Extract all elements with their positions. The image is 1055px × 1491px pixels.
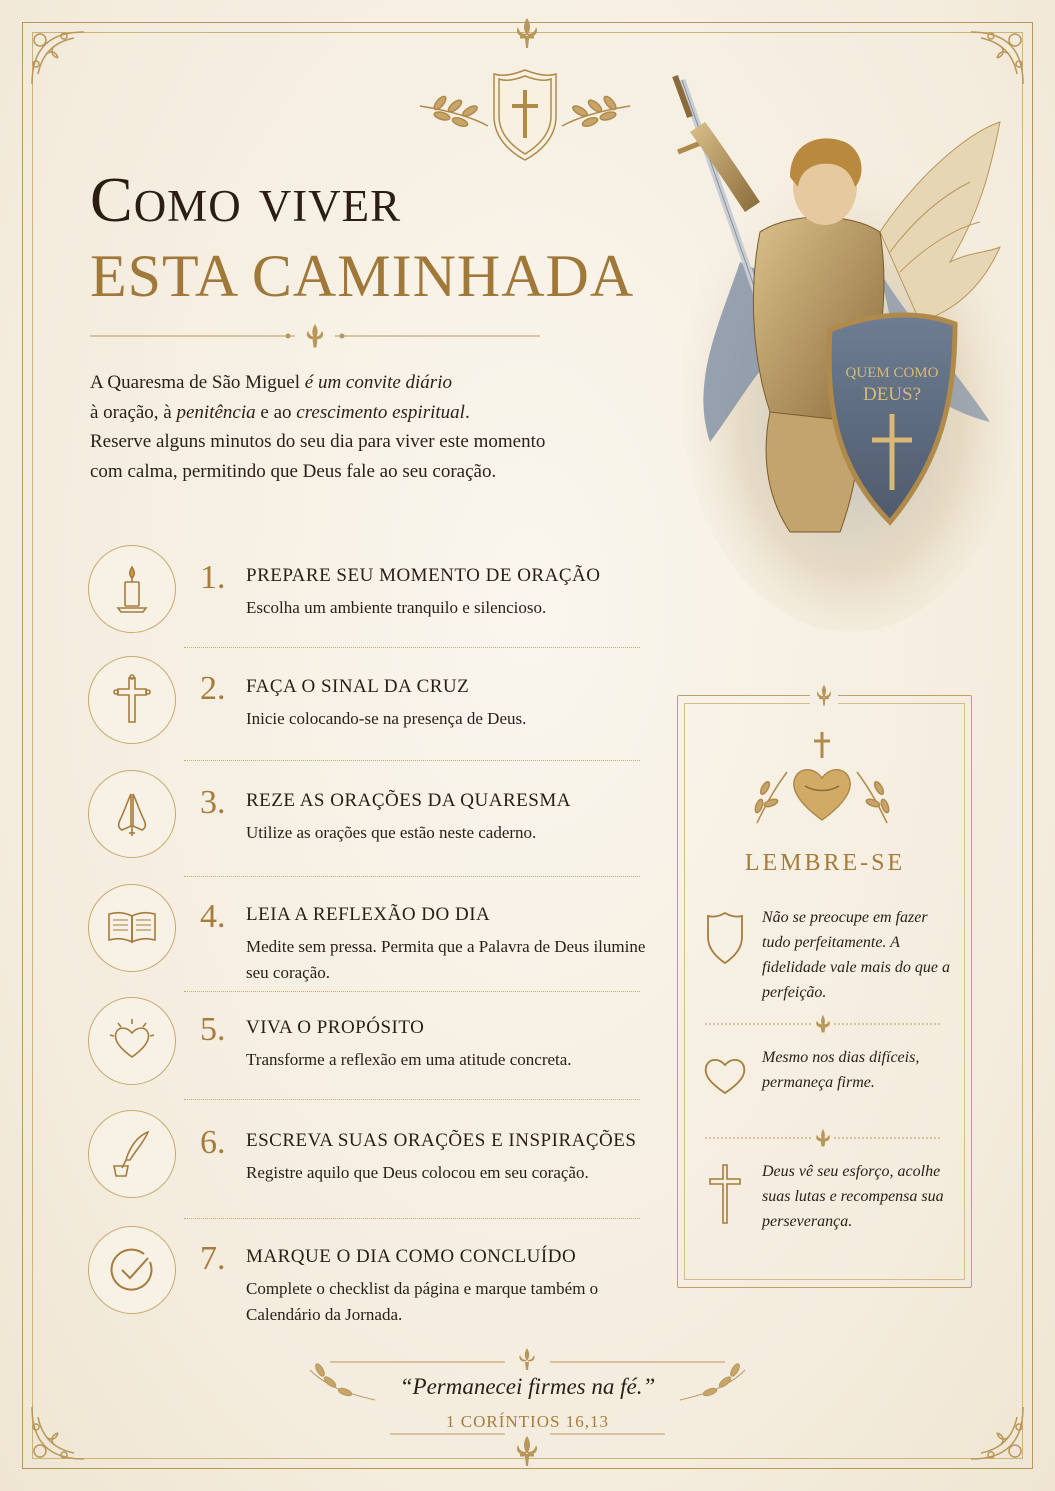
cross-icon <box>88 656 176 744</box>
title-divider <box>90 322 540 350</box>
cross-icon <box>700 1159 750 1219</box>
step-number: 2. <box>200 670 226 707</box>
quote-reference: 1 CORÍNTIOS 16,13 <box>446 1412 609 1431</box>
step-number: 5. <box>200 1011 226 1048</box>
step-separator <box>184 991 640 992</box>
step-separator <box>184 876 640 877</box>
remember-text: Deus vê seu esforço, acolhe suas lutas e recompensa sua perseverança. <box>762 1163 944 1230</box>
step-description: Escolha um ambiente tranquilo e silencioso. <box>246 598 547 617</box>
shield-motto: DEUS? <box>862 384 922 405</box>
page-title-line1: Como viver <box>90 164 402 235</box>
step-number: 6. <box>200 1124 226 1161</box>
corner-ornament-icon <box>961 1397 1031 1467</box>
shield-cross-crest-icon <box>400 66 650 166</box>
step-description: Complete o checklist da página e marque também o Calendário da Jornada. <box>246 1279 599 1324</box>
heart-icon <box>700 1045 750 1105</box>
quote-text: “Permanecei firmes na fé.” <box>399 1374 656 1399</box>
step-description: Inicie colocando-se na presença de Deus. <box>246 709 527 728</box>
remember-text: Mesmo nos dias difíceis, permaneça firme. <box>762 1049 920 1091</box>
remember-separator <box>705 1014 942 1034</box>
remember-separator <box>705 1128 942 1148</box>
intro-paragraph: A Quaresma de São Miguel é um convite diário à oração, à penitência e ao crescimento espiritual. Reserve alguns minutos do seu dia para viver este momento com calma, permitindo que Deus fale ao seu coração. <box>90 372 546 482</box>
remember-title: LEMBRE-SE <box>744 850 906 876</box>
praying-hands-icon <box>88 770 176 858</box>
radiant-heart-icon <box>88 997 176 1085</box>
step-title: ESCREVA SUAS ORAÇÕES E INSPIRAÇÕES <box>246 1130 637 1151</box>
candle-icon <box>88 545 176 633</box>
step-title: REZE AS ORAÇÕES DA QUARESMA <box>246 790 571 811</box>
step-title: VIVA O PROPÓSITO <box>246 1017 425 1038</box>
step-number: 7. <box>200 1240 226 1277</box>
step-number: 3. <box>200 784 226 821</box>
open-book-icon <box>88 884 176 972</box>
step-description: Utilize as orações que estão neste caderno. <box>246 823 537 842</box>
saint-michael-illustration <box>650 62 1020 642</box>
page-title-line2: ESTA CAMINHADA <box>90 243 635 309</box>
sacred-heart-icon <box>745 728 900 833</box>
step-description: Transforme a reflexão em uma atitude concreta. <box>246 1050 572 1069</box>
step-description: Medite sem pressa. Permita que a Palavra de Deus ilumine seu coração. <box>246 937 646 982</box>
step-number: 4. <box>200 898 226 935</box>
quill-ink-icon <box>88 1110 176 1198</box>
fleur-de-lis-icon <box>810 682 838 710</box>
checkmark-icon <box>88 1226 176 1314</box>
remember-text: Não se preocupe em fazer tudo perfeitamente. A fidelidade vale mais do que a perfeição. <box>762 909 950 1001</box>
step-separator <box>184 1099 640 1100</box>
corner-ornament-icon <box>24 24 94 94</box>
step-title: PREPARE SEU MOMENTO DE ORAÇÃO <box>246 565 601 586</box>
step-title: FAÇA O SINAL DA CRUZ <box>246 676 470 697</box>
fleur-de-lis-icon <box>507 14 547 54</box>
step-separator <box>184 760 640 761</box>
corner-ornament-icon <box>24 1397 94 1467</box>
shield-icon <box>700 905 750 965</box>
step-separator <box>184 647 640 648</box>
step-title: LEIA A REFLEXÃO DO DIA <box>246 904 491 925</box>
shield-motto: QUEM COMO <box>845 365 939 381</box>
step-number: 1. <box>200 559 226 596</box>
step-title: MARQUE O DIA COMO CONCLUÍDO <box>246 1246 577 1267</box>
step-separator <box>184 1218 640 1219</box>
step-description: Registre aquilo que Deus colocou em seu coração. <box>246 1163 589 1182</box>
